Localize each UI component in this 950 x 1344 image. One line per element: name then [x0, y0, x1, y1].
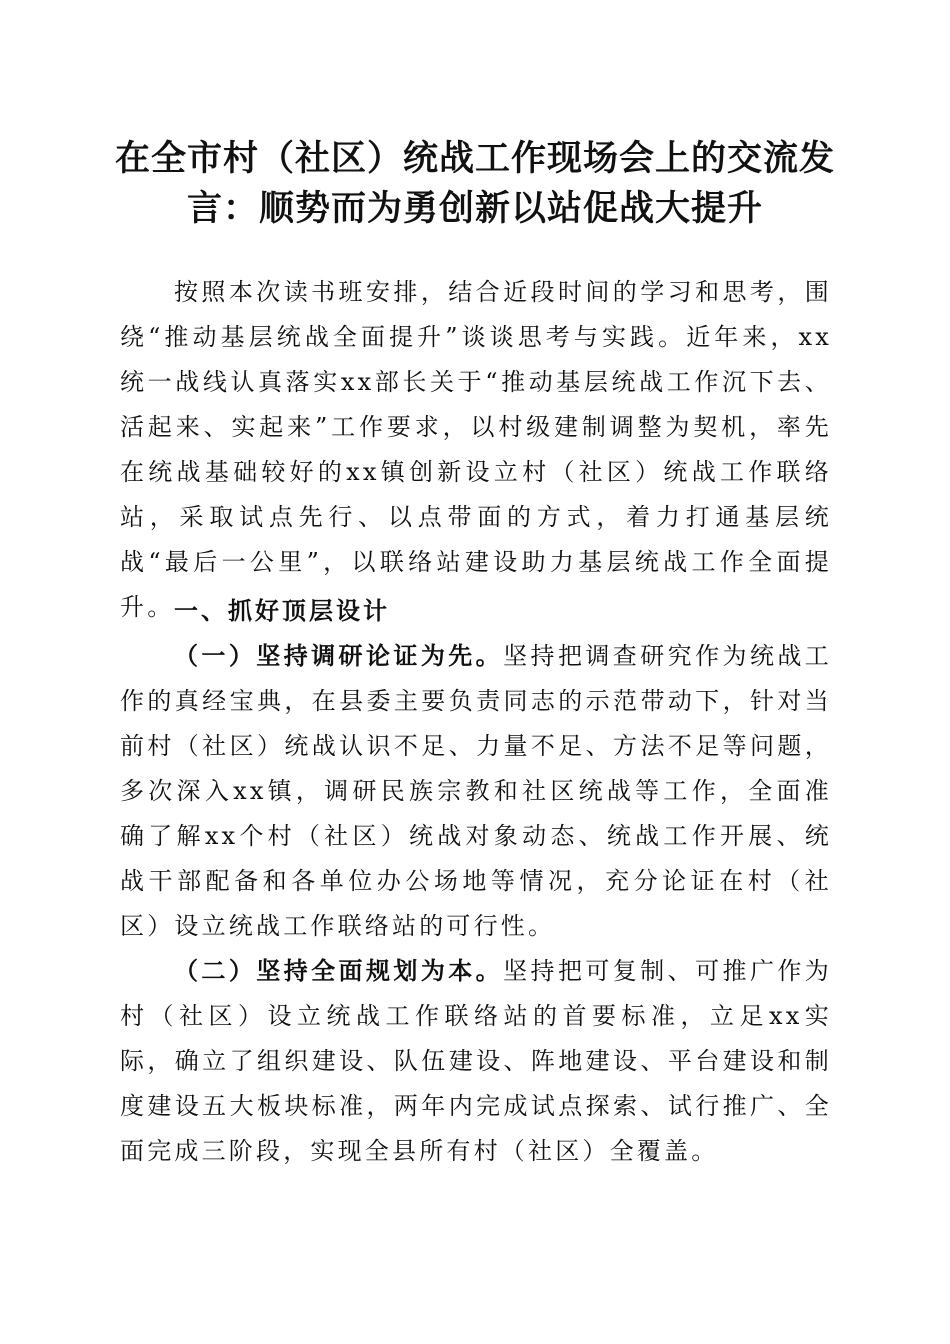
section-heading: 一、抓好顶层设计	[174, 596, 390, 625]
item-1-lead: （一）坚持调研论证为先。	[174, 641, 504, 670]
item-2-text: 坚持把可复制、可推广作为村（社区）设立统战工作联络站的首要标准，立足xx实际，确立了组织建设、队伍建设、阵地建设、平台建设和制度建设五大板块标准，两年内完成试点探索、试行推广、全面完成三阶段，实现全县所有村（社区）全覆盖。	[120, 957, 832, 1165]
item-2-lead: （二）坚持全面规划为本。	[174, 956, 504, 985]
document-title: 在全市村（社区）统战工作现场会上的交流发言：顺势而为勇创新以站促战大提升	[114, 138, 835, 229]
paragraph-item-1	[120, 633, 832, 949]
paragraph-item-2	[120, 948, 832, 1174]
item-1-text: 坚持把调查研究作为统战工作的真经宝典，在县委主要负责同志的示范带动下，针对当前村（社区）统战认识不足、力量不足、方法不足等问题，多次深入xx镇，调研民族宗教和社区统战等工作，全面准确了解xx个村（社区）统战对象动态、统战工作开展、统战干部配备和各单位办公场地等情况，充分论证在村（社区）设立统战工作联络站的可行性。	[120, 642, 832, 940]
intro-paragraph: 按照本次读书班安排，结合近段时间的学习和思考，围绕“推动基层统战全面提升”谈谈思考与实践。近年来，xx统一战线认真落实xx部长关于“推动基层统战工作沉下去、活起来、实起来”工作要求，以村级建制调整为契机，率先在统战基础较好的xx镇创新设立村（社区）统战工作联络站，采取试点先行、以点带面的方式，着力打通基层统战“最后一公里”，以联络站建设助力基层统战工作全面提升。	[120, 278, 832, 621]
